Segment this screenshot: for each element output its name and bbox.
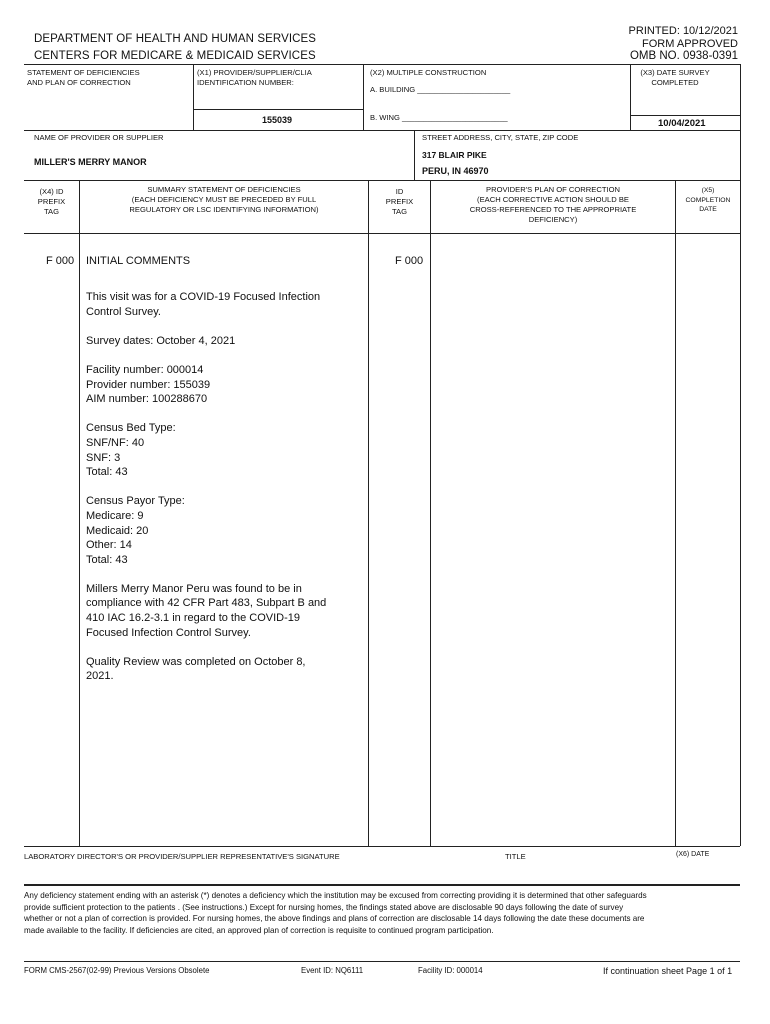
- omb-number: OMB NO. 0938-0391: [629, 50, 738, 62]
- row-rule-3: [24, 233, 740, 234]
- x2-label: (X2) MULTIPLE CONSTRUCTION: [370, 68, 487, 77]
- department-title: DEPARTMENT OF HEALTH AND HUMAN SERVICES: [34, 33, 317, 45]
- bottom-rule: [24, 846, 740, 847]
- vline-col-x4: [79, 180, 80, 846]
- footer-facility-id: Facility ID: 000014: [418, 966, 483, 975]
- printed-date: PRINTED: 10/12/2021: [628, 25, 738, 37]
- entry-paragraph: Census Payor Type: Medicare: 9 Medicaid: 20 Other: 14 Total: 43: [86, 495, 185, 566]
- entry-paragraph: Facility number: 000014 Provider number: 155039 AIM number: 100288670: [86, 363, 211, 406]
- entry-body: [86, 290, 366, 699]
- disclaimer-text: Any deficiency statement ending with an asterisk (*) denotes a deficiency which the institution may be excused from correcting providing it is determined that other safeguards provide sufficient protection to the patients . (See instructions.) Except for nursing homes, the findings stated above are disclosable 90 days following the date of survey whether or not a plan of correction is provided. For nursing homes, the above findings and plans of correction are disclosable 14 days following the date these documents are made available to the facility. If deficiencies are cited, an approved plan of correction is requisite to continued program participation.: [24, 891, 647, 935]
- entry-paragraph: Survey dates: October 4, 2021: [86, 334, 236, 347]
- col-header-x4: (X4) ID PREFIX TAG: [37, 187, 66, 216]
- address-line-2: PERU, IN 46970: [422, 166, 489, 176]
- address-line-1: 317 BLAIR PIKE: [422, 150, 487, 160]
- address-label: STREET ADDRESS, CITY, STATE, ZIP CODE: [422, 133, 579, 142]
- vline-x2: [363, 64, 364, 130]
- signature-date-label: (X6) DATE: [676, 851, 710, 858]
- footer-event-id: Event ID: NQ6111: [301, 966, 364, 975]
- entry-paragraph: Millers Merry Manor Peru was found to be in compliance with 42 CFR Part 483, Subpart B and 410 IAC 16.2-3.1 in regard to the COVID-19 Focused Infection Control Survey.: [86, 582, 327, 639]
- provider-name-label: NAME OF PROVIDER OR SUPPLIER: [34, 133, 164, 142]
- entry-paragraph: Census Bed Type: SNF/NF: 40 SNF: 3 Total: 43: [86, 422, 176, 479]
- tag-left: F 000: [46, 255, 75, 267]
- wing-label: B. WING _________________________: [370, 113, 508, 122]
- vline-col-summary: [368, 180, 369, 846]
- signature-title-label: TITLE: [505, 852, 526, 861]
- agency-title: CENTERS FOR MEDICARE & MEDICAID SERVICES: [34, 50, 316, 62]
- statement-label: STATEMENT OF DEFICIENCIES AND PLAN OF CORRECTION: [27, 68, 140, 87]
- x3-inner-rule: [630, 115, 740, 116]
- row-rule-1: [24, 130, 740, 131]
- col-header-x5: (X5) COMPLETION DATE: [685, 187, 731, 213]
- col-header-summary: SUMMARY STATEMENT OF DEFICIENCIES (EACH DEFICIENCY MUST BE PRECEDED BY FULL REGULATORY OR LSC IDENTIFYING INFORMATION): [129, 185, 319, 214]
- vline-col-plan: [675, 180, 676, 846]
- col-header-id: ID PREFIX TAG: [385, 187, 414, 216]
- x1-inner-rule: [193, 109, 363, 110]
- building-label: A. BUILDING ______________________: [370, 85, 511, 94]
- vline-x3: [630, 64, 631, 130]
- provider-name: MILLER'S MERRY MANOR: [34, 157, 147, 167]
- x1-value: 155039: [262, 115, 293, 125]
- form-approved: FORM APPROVED: [642, 38, 738, 50]
- signature-label: LABORATORY DIRECTOR'S OR PROVIDER/SUPPLIER REPRESENTATIVE'S SIGNATURE: [24, 852, 340, 861]
- top-rule: [24, 64, 740, 65]
- footer-rule: [24, 961, 740, 962]
- x3-value: 10/04/2021: [658, 118, 706, 129]
- signature-bottom-rule: [24, 884, 740, 886]
- vline-x1: [193, 64, 194, 130]
- vline-address: [414, 130, 415, 180]
- x1-label: (X1) PROVIDER/SUPPLIER/CLIA IDENTIFICATION NUMBER:: [197, 68, 312, 87]
- x3-label: (X3) DATE SURVEY COMPLETED: [640, 68, 710, 87]
- vline-right: [740, 64, 741, 846]
- tag-right: F 000: [395, 255, 424, 267]
- row-rule-2: [24, 180, 740, 181]
- vline-col-id: [430, 180, 431, 846]
- footer-form: FORM CMS-2567(02-99) Previous Versions Obsolete: [24, 966, 210, 975]
- entry-paragraph: This visit was for a COVID-19 Focused Infection Control Survey.: [86, 291, 321, 318]
- col-header-plan: PROVIDER'S PLAN OF CORRECTION (EACH CORRECTIVE ACTION SHOULD BE CROSS-REFERENCED TO THE APPROPRIATE DEFICIENCY): [469, 185, 637, 224]
- entry-paragraph: Quality Review was completed on October 8, 2021.: [86, 655, 306, 683]
- entry-heading: INITIAL COMMENTS: [86, 255, 191, 267]
- footer-page: If continuation sheet Page 1 of 1: [603, 966, 733, 976]
